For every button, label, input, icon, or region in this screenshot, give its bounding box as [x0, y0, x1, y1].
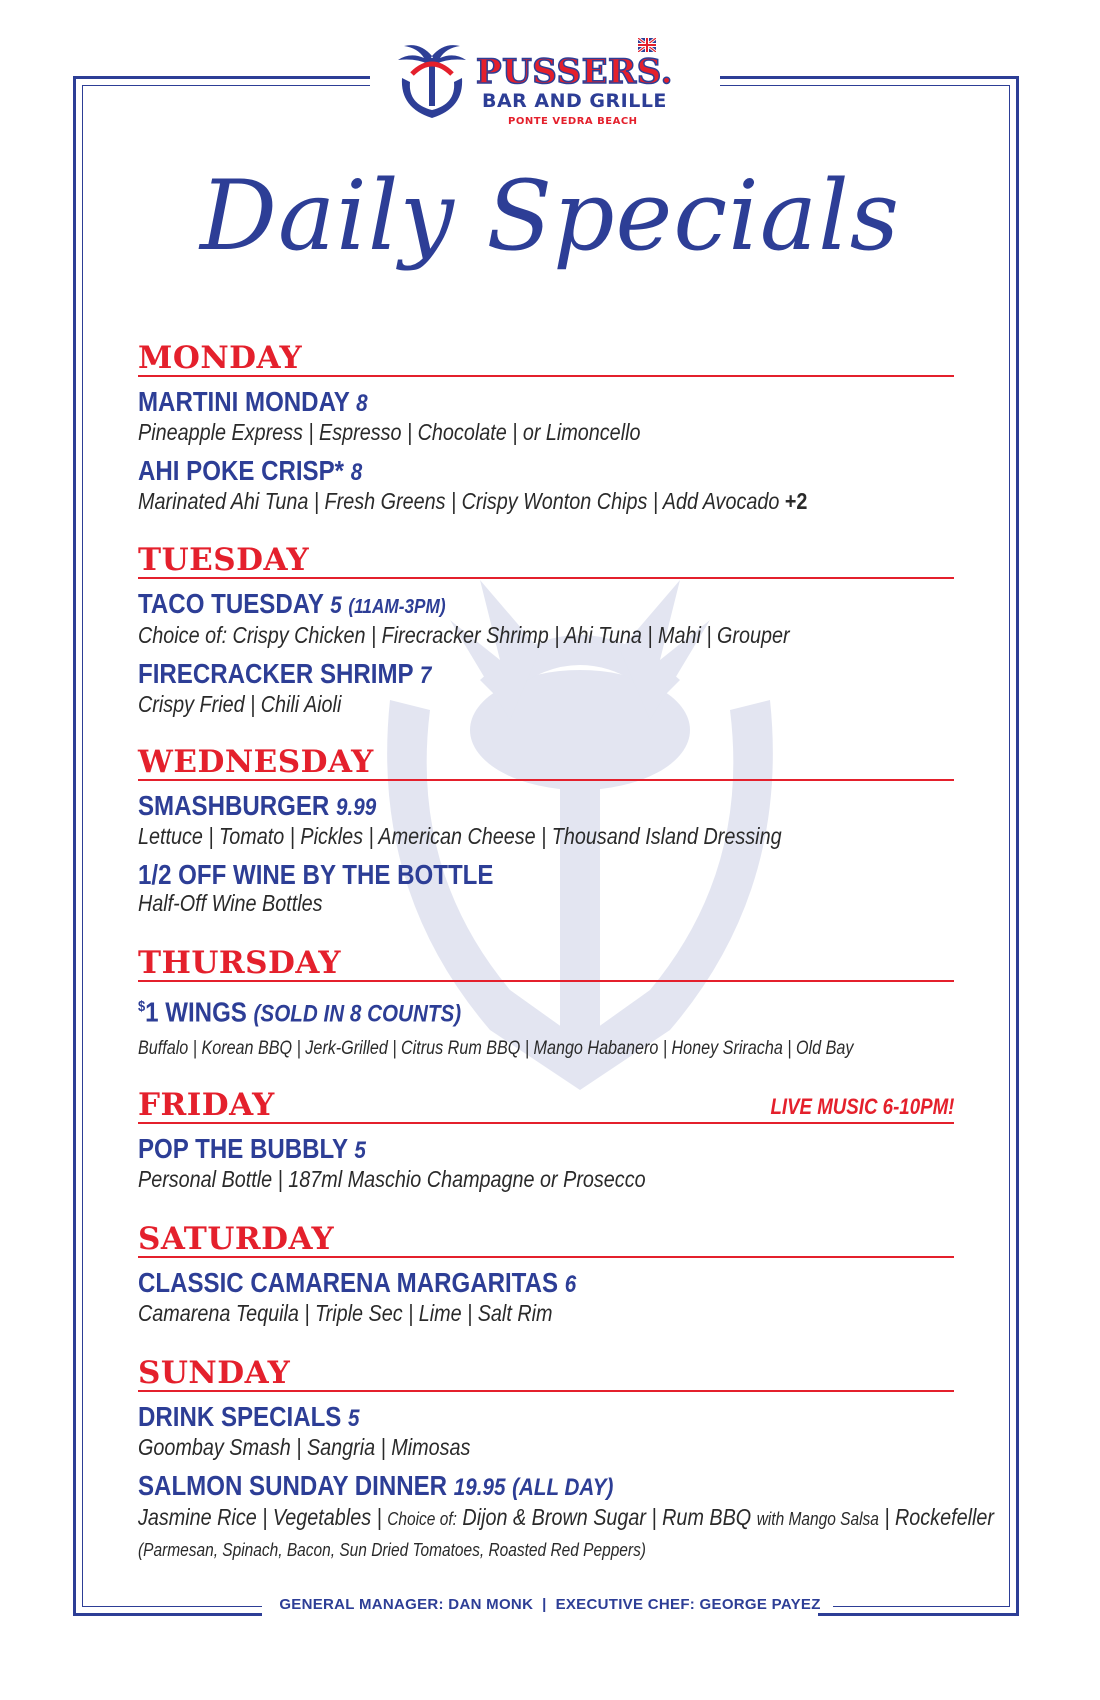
item-description: Pineapple Express | Espresso | Chocolate | or Limoncello: [138, 419, 641, 445]
item-price-note: (ALL DAY): [512, 1474, 614, 1501]
day-heading: THURSDAY: [138, 945, 342, 981]
menu-item: [138, 992, 954, 1062]
day-heading: MONDAY: [138, 340, 303, 376]
menu-item: [138, 659, 954, 718]
item-price: 5: [354, 1137, 366, 1164]
menu-item: [138, 791, 954, 850]
item-name: POP THE BUBBLY 5: [138, 1133, 366, 1164]
item-price: 8: [350, 459, 363, 486]
item-price: 9.99: [336, 794, 377, 821]
logo-subtitle: BAR AND GRILLE: [482, 90, 667, 112]
item-name: FIRECRACKER SHRIMP 7: [138, 658, 432, 689]
menu-item: [138, 860, 954, 917]
item-description: Lettuce | Tomato | Pickles | American Cheese | Thousand Island Dressing: [138, 823, 782, 849]
item-name: 1/2 OFF WINE BY THE BOTTLE: [138, 859, 494, 890]
day-section-saturday: [138, 1222, 954, 1327]
item-price: 7: [419, 662, 432, 689]
item-description: Half-Off Wine Bottles: [138, 890, 323, 916]
item-name: TACO TUESDAY 5 (11AM-3PM): [138, 588, 446, 619]
item-description: Marinated Ahi Tuna | Fresh Greens | Crispy Wonton Chips | Add Avocado +2: [138, 488, 808, 514]
page-title: Daily Specials: [199, 160, 901, 272]
palm-anchor-logo-icon: [390, 34, 474, 124]
menu-item: [138, 387, 954, 446]
day-heading: SATURDAY: [138, 1221, 335, 1257]
item-price-note: (11AM-3PM): [348, 596, 446, 618]
day-section-sunday: [138, 1355, 994, 1565]
item-name: SMASHBURGER 9.99: [138, 790, 377, 821]
item-description: Goombay Smash | Sangria | Mimosas: [138, 1434, 471, 1460]
item-description: Crispy Fried | Chili Aioli: [138, 691, 342, 717]
item-name: MARTINI MONDAY 8: [138, 386, 368, 417]
day-heading: TUESDAY: [138, 542, 310, 578]
union-jack-flag-icon: [638, 38, 656, 52]
restaurant-logo: [390, 34, 710, 134]
day-section-monday: [138, 341, 954, 515]
day-section-thursday: [138, 946, 954, 1062]
live-music-note: LIVE MUSIC 6-10PM!: [770, 1094, 954, 1119]
item-name: AHI POKE CRISP* 8: [138, 455, 363, 486]
day-heading: SUNDAY: [138, 1355, 291, 1391]
item-name: SALMON SUNDAY DINNER 19.95 (ALL DAY): [138, 1470, 614, 1501]
item-price: 6: [564, 1271, 577, 1298]
menu-item: [138, 589, 954, 649]
item-price: 5: [348, 1405, 360, 1432]
footer-text: GENERAL MANAGER: DAN MONK | EXECUTIVE CHEF: GEORGE PAYEZ: [267, 1596, 832, 1613]
item-description: Personal Bottle | 187ml Maschio Champagne or Prosecco: [138, 1166, 646, 1192]
item-description: Camarena Tequila | Triple Sec | Lime | Salt Rim: [138, 1300, 553, 1326]
item-name: DRINK SPECIALS 5: [138, 1401, 360, 1432]
item-description: Choice of: Crispy Chicken | Firecracker Shrimp | Ahi Tuna | Mahi | Grouper: [138, 622, 790, 648]
item-name: CLASSIC CAMARENA MARGARITAS 6: [138, 1267, 577, 1298]
menu-item: [138, 456, 954, 515]
logo-brand-text: PUSSERS.: [476, 52, 673, 92]
staff-credits-footer: [0, 1596, 1100, 1613]
day-section-friday: [138, 1088, 954, 1193]
menu-item: [138, 1268, 954, 1327]
day-section-wednesday: [138, 745, 954, 917]
item-price: 19.95: [453, 1474, 506, 1501]
menu-item: [138, 1470, 994, 1565]
item-price-note: (SOLD IN 8 COUNTS): [253, 1000, 462, 1028]
item-price: 8: [356, 390, 368, 417]
add-on-price: +2: [784, 488, 808, 514]
menu-item: [138, 1134, 954, 1193]
item-name: $1 WINGS (SOLD IN 8 COUNTS): [138, 996, 462, 1028]
day-heading: WEDNESDAY: [138, 744, 374, 780]
logo-location: PONTE VEDRA BEACH: [508, 116, 638, 127]
day-heading: FRIDAY: [138, 1087, 275, 1123]
day-section-tuesday: [138, 543, 954, 718]
menu-item: [138, 1402, 954, 1461]
item-description: Buffalo | Korean BBQ | Jerk-Grilled | Citrus Rum BBQ | Mango Habanero | Honey Sriracha | Old Bay: [138, 1038, 854, 1060]
item-description: Jasmine Rice | Vegetables | Choice of: Dijon & Brown Sugar | Rum BBQ with Mango Salsa | Rockefeller (Parmesan, Spinach, Bacon, Sun Dried Tomatoes, Roasted Red Peppers): [138, 1504, 994, 1560]
item-price: 5: [330, 592, 342, 619]
dollar-symbol: $: [138, 998, 146, 1015]
